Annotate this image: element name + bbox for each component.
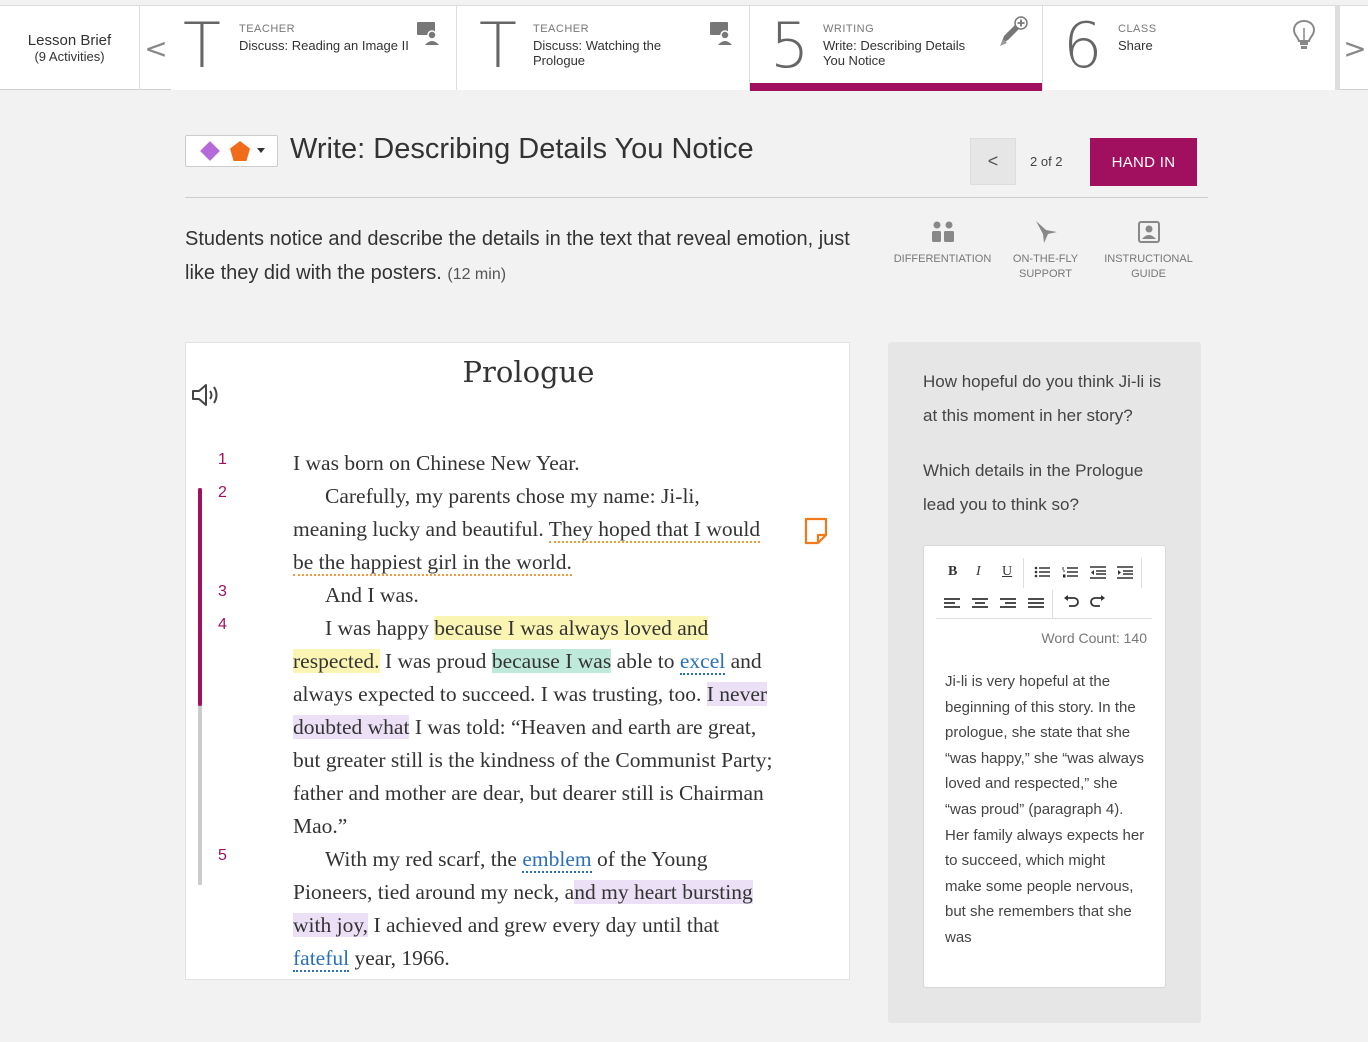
vocab-word-link[interactable]: fateful — [293, 946, 350, 970]
activity-category: CLASS — [1118, 23, 1157, 35]
pencil-plus-icon — [998, 16, 1028, 48]
header-divider — [185, 197, 1208, 198]
speaker-icon[interactable] — [190, 381, 222, 409]
word-count: Word Count: 140 — [1041, 630, 1147, 646]
instructional-guide-button[interactable] — [1096, 218, 1201, 282]
activity-tab-writing[interactable] — [750, 6, 1043, 90]
outdent-icon[interactable] — [1090, 565, 1106, 579]
activity-category: TEACHER — [239, 23, 296, 35]
tool-label: SUPPORT — [1019, 268, 1072, 280]
italic-button[interactable]: I — [976, 564, 981, 579]
tool-label: ON-THE-FLY — [1012, 253, 1079, 265]
teacher-screen-icon — [709, 20, 735, 46]
lesson-brief-title: Lesson Brief — [27, 32, 112, 49]
text-span: I was proud — [379, 649, 492, 673]
passage-text — [293, 447, 773, 975]
description-text: Students notice and describe the details in the text that reveal emotion, just like they did with the posters. — [185, 228, 850, 284]
paragraph-number: 1 — [218, 451, 227, 468]
toolbar-divider — [1052, 590, 1053, 618]
numbered-list-icon[interactable] — [1062, 565, 1078, 579]
text-span: With my red scarf, the — [325, 847, 523, 871]
align-center-icon[interactable] — [972, 596, 988, 610]
paragraph-2 — [293, 480, 773, 579]
redo-icon[interactable] — [1090, 595, 1106, 609]
response-editor — [923, 545, 1166, 988]
text-span: Carefully, my parents chose my name: Ji-li, meaning lucky and beautiful. — [293, 484, 700, 541]
text-span: year, 1966. — [349, 946, 450, 970]
toolbar-divider — [1141, 558, 1142, 588]
paragraph-number: 5 — [218, 847, 227, 864]
teacher-screen-icon — [416, 20, 442, 46]
activity-tab-teacher-1[interactable] — [171, 6, 457, 90]
purple-diamond-icon — [200, 141, 220, 161]
align-justify-icon[interactable] — [1028, 596, 1044, 610]
activity-number: T — [479, 9, 517, 82]
prev-page-button[interactable]: < — [970, 138, 1016, 185]
highlight-color-picker[interactable] — [185, 135, 278, 167]
text-span: of the Young Pioneers, tied around my neck, a — [293, 847, 708, 904]
activity-number: T — [183, 9, 221, 82]
activity-title: Share — [1118, 38, 1153, 53]
sticky-note-icon[interactable] — [804, 517, 828, 545]
lesson-brief[interactable] — [0, 6, 140, 90]
response-textarea[interactable]: Ji-li is very hopeful at the beginning of this story. In the prologue, she state that she “was happy,” she “was always loved and respected,” she “was proud” (paragraph 4). Her family always expects her to succeed, which might make some people nervous, but she remembers that she was — [945, 673, 1145, 946]
highlight-yellow[interactable]: because I was always loved and respected. — [293, 616, 709, 673]
tool-label: GUIDE — [1131, 268, 1166, 280]
align-right-icon[interactable] — [1000, 596, 1016, 610]
paragraph-number: 4 — [218, 616, 227, 633]
activity-title: Discuss: Reading an Image II — [239, 38, 409, 53]
text-span: and always expected to succeed. I was trusting, too. — [293, 649, 762, 706]
paragraph-number: 2 — [218, 484, 227, 501]
bulleted-list-icon[interactable] — [1034, 565, 1050, 579]
reading-progress-fill — [198, 488, 202, 706]
activity-description — [185, 222, 875, 292]
text-span: I achieved and grew every day until that — [368, 913, 720, 937]
on-the-fly-support-button[interactable] — [993, 218, 1098, 282]
paragraph-5 — [293, 843, 773, 975]
activity-duration: (12 min) — [447, 266, 507, 283]
hummingbird-icon — [1033, 219, 1059, 245]
highlight-teal[interactable]: because I was — [491, 649, 612, 673]
align-left-icon[interactable] — [944, 596, 960, 610]
text-span: I was told: “Heaven and earth are great, but greater still is the kindness of the Communist Party; father and mother are dear, but dearer still is Chairman Mao.” — [293, 715, 773, 838]
activity-tab-teacher-2[interactable] — [457, 6, 750, 90]
guide-icon — [1138, 221, 1160, 243]
undo-icon[interactable] — [1063, 595, 1079, 609]
activity-number: 5 — [770, 9, 810, 82]
differentiation-icon — [931, 221, 955, 243]
annotation-underline[interactable]: They hoped that I would be the happiest girl in the world. — [293, 517, 761, 574]
prompt-question-2: Which details in the Prologue lead you to think so? — [923, 461, 1144, 514]
response-pane — [888, 342, 1201, 1023]
text-span: I was happy — [325, 616, 435, 640]
paragraph-3: And I was. — [325, 583, 419, 607]
hand-in-button[interactable]: HAND IN — [1090, 138, 1197, 186]
vocab-word-link[interactable]: excel — [679, 649, 726, 673]
text-span: able to — [611, 649, 680, 673]
differentiation-button[interactable] — [890, 218, 995, 267]
activity-category: TEACHER — [533, 23, 590, 35]
paragraph-4 — [293, 612, 773, 843]
activity-nav — [0, 5, 1368, 90]
prompt-question-1: How hopeful do you think Ji-li is at this moment in her story? — [923, 372, 1162, 425]
paragraph-number: 3 — [218, 583, 227, 600]
orange-pentagon-icon — [230, 141, 250, 161]
paragraph-1: I was born on Chinese New Year. — [293, 451, 580, 475]
nav-prev-arrow[interactable]: < — [144, 31, 168, 65]
vocab-word-link[interactable]: emblem — [522, 847, 592, 871]
tool-label: INSTRUCTIONAL — [1104, 253, 1193, 265]
lightbulb-icon — [1293, 20, 1315, 50]
nav-next-arrow[interactable]: > — [1343, 31, 1367, 65]
reading-pane — [185, 342, 850, 980]
toolbar-divider — [936, 618, 1152, 619]
activity-tab-class[interactable] — [1043, 6, 1336, 90]
text-title: Prologue — [462, 355, 595, 389]
bold-button[interactable]: B — [948, 564, 958, 579]
chevron-down-icon — [257, 148, 265, 153]
activity-number: 6 — [1063, 9, 1103, 82]
toolbar-divider — [1023, 558, 1024, 588]
highlight-purple[interactable]: nd my heart bursting with joy, — [293, 880, 753, 937]
activity-category: WRITING — [823, 23, 875, 35]
page-title: Write: Describing Details You Notice — [290, 133, 754, 165]
tool-label: DIFFERENTIATION — [893, 253, 992, 265]
highlight-purple[interactable]: I never doubted what — [293, 682, 768, 739]
indent-icon[interactable] — [1117, 565, 1133, 579]
page-indicator: 2 of 2 — [1030, 154, 1063, 169]
activity-title: Write: Describing Details You Notice — [823, 38, 966, 68]
underline-button[interactable]: U — [1002, 564, 1013, 579]
activity-title: Discuss: Watching the Prologue — [533, 38, 662, 68]
lesson-brief-count: (9 Activities) — [34, 49, 105, 64]
